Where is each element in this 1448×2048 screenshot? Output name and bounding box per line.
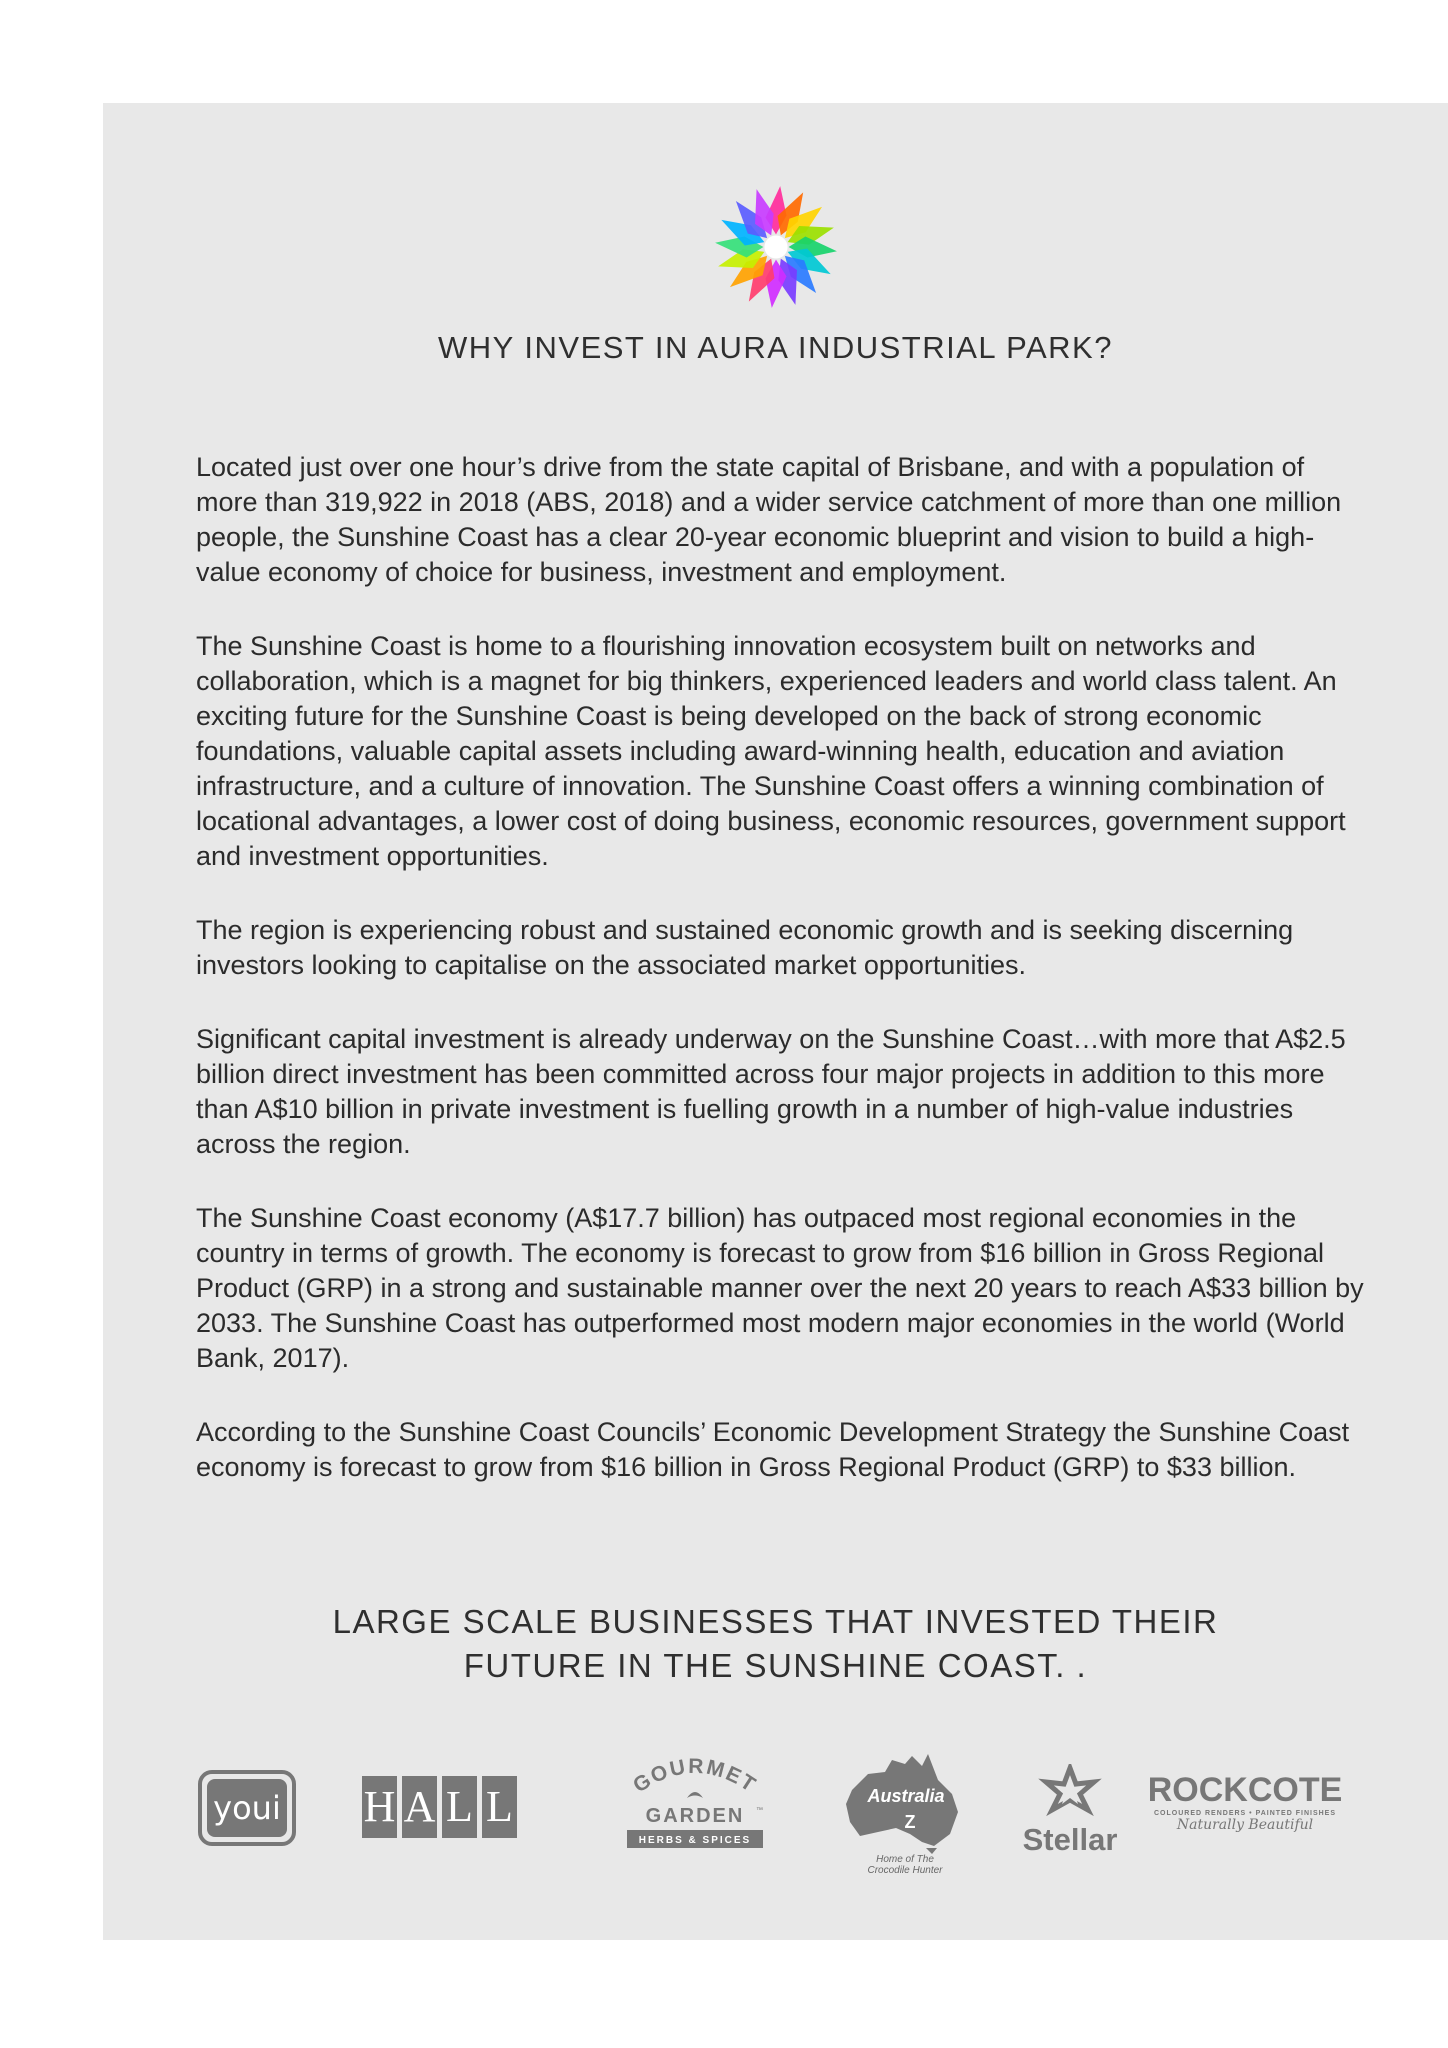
rockcote-logo-tagline: Naturally Beautiful <box>1176 1817 1314 1833</box>
paragraph: The region is experiencing robust and sustained economic growth and is seeking discerning investors looking to capitalise on the associated market opportunities. <box>196 915 1294 980</box>
svg-text:GOURMET <box>629 1755 761 1798</box>
youi-logo-text: youi <box>207 1779 287 1837</box>
gourmet-logo-word: GARDEN <box>645 1805 745 1827</box>
businesses-heading-line: LARGE SCALE BUSINESSES THAT INVESTED THEIR <box>332 1603 1219 1640</box>
hall-logo-letter: L <box>442 1776 477 1838</box>
australia-map-icon <box>830 1750 980 1854</box>
businesses-heading-line: FUTURE IN THE SUNSHINE COAST. . <box>463 1647 1088 1684</box>
stellar-logo <box>1010 1764 1130 1864</box>
paragraph: The Sunshine Coast economy (A$17.7 billion) has outpaced most regional economies in the country in terms of growth. The economy is forecast to grow from $16 billion in Gross Regional Product (GRP) in a strong and sustainable manner over the next 20 years to reach A$33 billion by 2033. The Sunshine Coast has outperformed most modern major economies in the world (World Bank, 2017). <box>196 1203 1364 1373</box>
youi-logo <box>198 1770 296 1846</box>
paragraph: The Sunshine Coast is home to a flourishing innovation ecosystem built on networks and collaboration, which is a magnet for big thinkers, experienced leaders and world class talent. An exciting future for the Sunshine Coast is being developed on the back of strong economic foundations, valuable capital assets including award-winning health, education and aviation infrastructure, and a culture of innovation. The Sunshine Coast offers a winning combination of locational advantages, a lower cost of doing business, economic resources, government support and investment opportunities. <box>196 631 1346 871</box>
stellar-logo-word: Stellar <box>1022 1822 1118 1857</box>
rockcote-logo-word: ROCKCOTE <box>1147 1771 1343 1809</box>
australia-zoo-logo <box>830 1750 980 1880</box>
page-title: WHY INVEST IN AURA INDUSTRIAL PARK? <box>438 330 1113 365</box>
gourmet-logo-band: HERBS & SPICES <box>638 1835 752 1846</box>
hall-logo-letter: L <box>482 1776 517 1838</box>
hall-logo-letter: A <box>402 1776 437 1838</box>
australia-zoo-caption <box>830 1854 980 1876</box>
paragraph: According to the Sunshine Coast Councils’ Economic Development Strategy the Sunshine Coast economy is forecast to grow from $16 billion in Gross Regional Product (GRP) to $33 billion. <box>196 1417 1350 1482</box>
caption-line: Crocodile Hunter <box>867 1865 943 1876</box>
zoo-logo-letter: Z <box>904 1812 916 1832</box>
body-text <box>196 450 1366 1524</box>
gourmet-logo-arc-text: GOURMET <box>629 1754 761 1798</box>
australia-logo-word: Australia <box>867 1786 945 1806</box>
aura-star-logo-icon <box>713 184 839 310</box>
stellar-star-icon <box>1010 1764 1130 1822</box>
caption-line: Home of The <box>876 1854 934 1865</box>
hall-logo-letter: H <box>362 1776 397 1838</box>
partner-logos <box>190 1750 1370 1890</box>
leaf-icon <box>687 1792 703 1798</box>
paragraph: Significant capital investment is already underway on the Sunshine Coast…with more that A$2.5 billion direct investment has been committed across four major projects in addition to this more than A$10 billion in private investment is fuelling growth in a number of high-value industries across the region. <box>196 1024 1346 1159</box>
hall-logo <box>362 1776 522 1838</box>
rockcote-logo-sub: COLOURED RENDERS • PAINTED FINISHES <box>1154 1810 1336 1817</box>
paragraph: Located just over one hour’s drive from the state capital of Brisbane, and with a population of more than 319,922 in 2018 (ABS, 2018) and a wider service catchment of more than one million people, the Sunshine Coast has a clear 20-year economic blueprint and vision to build a high-value economy of choice for business, investment and employment. <box>196 452 1342 587</box>
gourmet-garden-logo <box>615 1750 775 1860</box>
rockcote-logo <box>1145 1772 1345 1862</box>
gourmet-logo-tm: ™ <box>756 1807 763 1814</box>
businesses-heading <box>103 1600 1448 1688</box>
star-center <box>764 235 787 258</box>
